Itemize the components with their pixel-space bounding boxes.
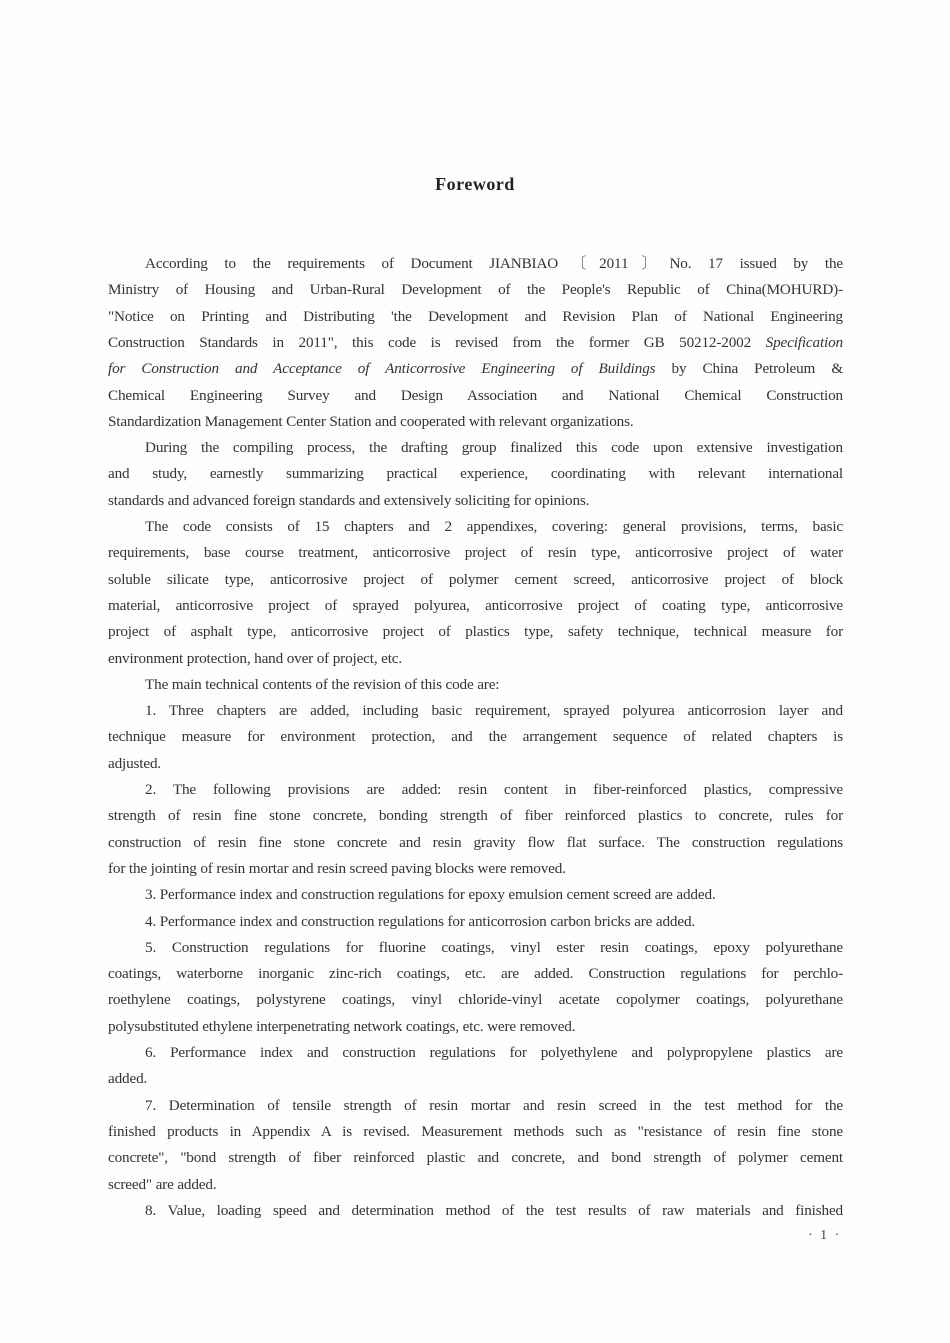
paragraph-line (108, 386, 843, 406)
paragraph-line (108, 990, 843, 1010)
line-text: construction of resin fine stone concrete and resin gravity flow flat surface. The construction regulations (108, 833, 843, 851)
paragraph-line (108, 754, 843, 774)
paragraph-line (145, 1201, 843, 1221)
paragraph-line (108, 649, 843, 669)
paragraph-line (145, 701, 843, 721)
line-text: The code consists of 15 chapters and 2 appendixes, covering: general provisions, terms, basic (145, 518, 843, 535)
paragraph-line (108, 806, 843, 826)
line-text: roethylene coatings, polystyrene coatings, vinyl chloride-vinyl acetate copolymer coatings, polyurethane (108, 991, 843, 1009)
line-text: material, anticorrosive project of sprayed polyurea, anticorrosive project of coating type, anticorrosive (108, 596, 843, 614)
line-text: adjusted. (108, 754, 162, 772)
line-text: polysubstituted ethylene interpenetrating network coatings, etc. were removed. (108, 1017, 576, 1035)
line-text: concrete", "bond strength of fiber reinforced plastic and concrete, and bond strength of polymer cement (108, 1149, 843, 1167)
paragraph-line (108, 622, 843, 642)
line-text: Chemical Engineering Survey and Design Association and National Chemical Construction (108, 386, 843, 404)
paragraph-line (108, 333, 843, 353)
paragraph-line (108, 491, 843, 511)
paragraph-line (108, 1017, 843, 1037)
line-text: standards and advanced foreign standards and extensively soliciting for opinions. (108, 491, 590, 509)
paragraph-line (108, 570, 843, 590)
paragraph-line (108, 859, 843, 879)
line-text: coatings, waterborne inorganic zinc-rich coatings, etc. are added. Construction regulations for perchlo- (108, 965, 843, 983)
line-text: Standardization Management Center Station and cooperated with relevant organizations. (108, 412, 634, 430)
paragraph-line (108, 464, 843, 484)
line-text: 6. Performance index and construction regulations for polyethylene and polypropylene plastics are (145, 1044, 843, 1061)
paragraph-line (108, 1122, 843, 1142)
line-text: by China Petroleum & (655, 360, 843, 378)
line-text: and study, earnestly summarizing practical experience, coordinating with relevant international (108, 465, 843, 483)
line-text: soluble silicate type, anticorrosive project of polymer cement screed, anticorrosive project of block (108, 570, 843, 588)
line-text: for the jointing of resin mortar and resin screed paving blocks were removed. (108, 859, 566, 877)
line-text: screed" are added. (108, 1175, 217, 1193)
paragraph-line (108, 833, 843, 853)
line-text: 5. Construction regulations for fluorine coatings, vinyl ester resin coatings, epoxy polyurethane (145, 938, 843, 956)
line-text: project of asphalt type, anticorrosive project of plastics type, safety technique, technical measure for (108, 623, 843, 641)
line-text: 1. Three chapters are added, including basic requirement, sprayed polyurea anticorrosion layer and (145, 702, 843, 720)
paragraph-line (145, 885, 843, 905)
line-text: Ministry of Housing and Urban-Rural Development of the People's Republic of China(MOHURD)- (108, 281, 843, 299)
page-number: · 1 · (808, 1228, 842, 1243)
line-text: 2. The following provisions are added: resin content in fiber-reinforced plastics, compressive (145, 781, 843, 798)
paragraph-line (145, 1043, 843, 1063)
paragraph-line (145, 1096, 843, 1116)
line-text: technique measure for environment protection, and the arrangement sequence of related chapters is (108, 728, 843, 746)
paragraph-line (108, 412, 843, 432)
paragraph-line (108, 1175, 843, 1195)
line-text: According to the requirements of Document JIANBIAO〔2011〕No. 17 issued by the (145, 255, 843, 272)
paragraph-line (108, 727, 843, 747)
line-text: Construction Standards in 2011", this code is revised from the former GB 50212-2002 (108, 333, 766, 351)
line-text: strength of resin fine stone concrete, bonding strength of fiber reinforced plastics to concrete, rules for (108, 807, 843, 825)
paragraph-line (145, 912, 843, 932)
line-text: The main technical contents of the revision of this code are: (145, 675, 500, 693)
paragraph-line (108, 543, 843, 563)
line-text: finished products in Appendix A is revised. Measurement methods such as "resistance of resin fine stone (108, 1122, 843, 1140)
italic-title-text: for Construction and Acceptance of Anticorrosive Engineering of Buildings (108, 360, 656, 378)
italic-title-text: Specification (765, 333, 843, 351)
paragraph-line (108, 1069, 843, 1089)
line-text: added. (108, 1070, 148, 1088)
line-text: requirements, base course treatment, anticorrosive project of resin type, anticorrosive project of water (108, 544, 843, 562)
line-text: 4. Performance index and construction regulations for anticorrosion carbon bricks are added. (145, 912, 696, 930)
paragraph-line (108, 964, 843, 984)
paragraph-line (145, 254, 843, 274)
paragraph-line (145, 938, 843, 958)
paragraph-line (108, 359, 843, 379)
paragraph-line (145, 780, 843, 800)
paragraph-line (145, 517, 843, 537)
paragraph-line (108, 280, 843, 300)
paragraph-line (108, 307, 843, 327)
line-text: 3. Performance index and construction regulations for epoxy emulsion cement screed are added. (145, 886, 716, 904)
line-text: environment protection, hand over of project, etc. (108, 649, 403, 667)
line-text: During the compiling process, the drafting group finalized this code upon extensive investigation (145, 439, 843, 457)
line-text: 7. Determination of tensile strength of resin mortar and resin screed in the test method for the (145, 1096, 843, 1114)
paragraph-line (145, 438, 843, 458)
line-text: 8. Value, loading speed and determination method of the test results of raw materials and finished (145, 1201, 843, 1219)
page-title: Foreword (435, 174, 515, 194)
paragraph-line (145, 675, 843, 695)
paragraph-line (108, 1148, 843, 1168)
paragraph-line (108, 596, 843, 616)
line-text: "Notice on Printing and Distributing 'the Development and Revision Plan of National Engineering (108, 307, 843, 325)
